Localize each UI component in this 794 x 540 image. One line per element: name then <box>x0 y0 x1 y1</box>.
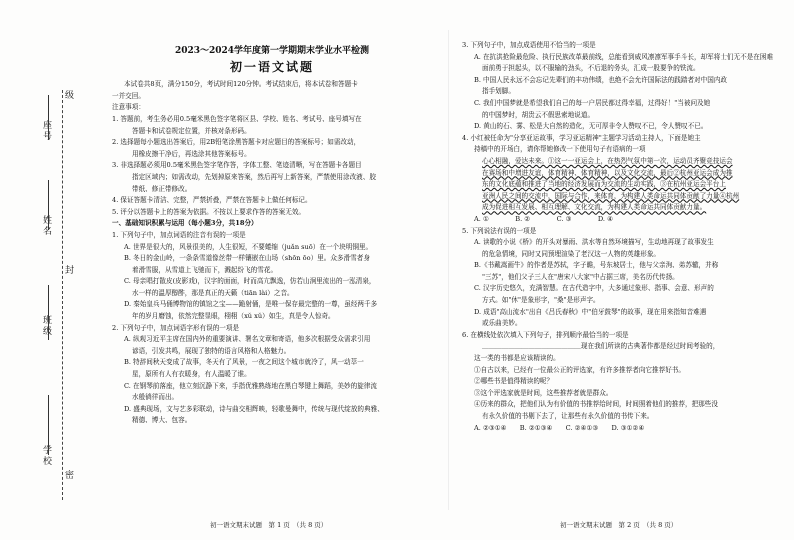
left-text-line: 1. 答题前，考生务必用0.5毫米黑色签字笔将区县、学校、姓名、考试号、座号填写在 <box>112 114 362 123</box>
left-text-line: 5. 评分以答题卡上的答案为依据。不按以上要求作答的答案无效。 <box>112 207 306 216</box>
left-text-line: 注意事项： <box>112 103 145 112</box>
right-text-line: 的中国梦时，胡贵云不假思索地说道。 <box>482 110 595 119</box>
right-text-line: D. 黄山的石、雾、松是大自然的造化，无可厚非令人赞叹不已，令人赞叹不已。 <box>474 122 708 131</box>
right-text-line: 5. 下列说法有误的一项是 <box>462 226 537 235</box>
right-text-line: 面前勇于担起头，以不服输的劲头，不后退的务头，汇成一股要争的铁流。 <box>482 64 700 73</box>
left-text-line: 4. 保证答题卡清洁、完整，严禁折叠，严禁在答题卡上做任何标记。 <box>112 196 312 205</box>
left-text-line: 本试卷共8页，满分150分，考试时间120分钟。考试结束后，将本试卷和答题卡 <box>124 80 358 89</box>
margin-label-seal: 封 <box>63 265 73 276</box>
left-text-line: D. 秦始皇兵马俑博物馆的镇馆之宝——跪射俑，是唯一保存最完整的一尊，虽经两千多 <box>124 300 378 309</box>
right-text-line: A. ① B. ② C. ③ D. ④ <box>474 214 614 223</box>
left-text-line: D. 盛典现场，文与艺多彩联动，诗与曲交相辉映，轻歌曼舞中，传统与现代绽放的典雅、 <box>124 404 384 413</box>
left-text-line: 着滑雪服，从雪道上飞驰而下，溅起纷飞的雪花。 <box>132 265 278 274</box>
right-text-line: 有永久价值的书剔下去了，让那些有永久价值的书传下来。 <box>482 412 654 420</box>
left-text-line: 用橡皮擦干净后，再选涂其他答案标号。 <box>132 149 251 158</box>
right-text-line: 在赛场和中增进友谊，体育精神、体育精神，以及文化交流，最后②杭州亚运会成为推 <box>482 168 733 177</box>
left-text-line: C. 母亲唱打散皮(皮影戏)，汉字的面面，时而高亢飘逸，仿若山涧里流出的一泓清泉， <box>124 277 376 286</box>
left-text-line: 星，原所有人有衣暖身，有人温暖了谁。 <box>132 370 251 379</box>
right-text-line: 的危急情境，同时又同预埋渲染了老汉这一人物的英雄形象。 <box>482 249 661 258</box>
page-2-footer: 初一语文期末试题 第 2 页 （共 8 页） <box>560 521 678 529</box>
right-text-line: 持稿中的开场白，请你帮她修改一下使用句子有语病的一项 <box>474 145 646 154</box>
right-text-line: C. 汉字历史悠久，充满智慧。在古代造字中，大多通过象形、指事、会意、形声的 <box>474 284 714 293</box>
left-text-line: 水般徜徉而出。 <box>132 393 179 402</box>
right-text-line: 亚洲人民之间的交流中，国际与合作，来体育，为构建人类命运共同体贡献了力量④杭州 <box>482 191 740 200</box>
page-1-text <box>112 79 432 427</box>
school-blank <box>48 395 49 455</box>
margin-label-name: 姓名 <box>41 215 51 237</box>
left-text-line: 3. 非选择题必须用0.5毫米黑色签字笔作答，字体工整、笔迹清晰，写在答题卡各题目 <box>112 161 362 170</box>
page-divider <box>448 30 449 510</box>
margin-label-grade: 级 <box>63 90 73 101</box>
right-text-line: A. 读歌的小说《桥》的开头对暴雨、洪水等自然环境描写，生动地再现了故事发生 <box>474 238 714 247</box>
seat-blank <box>48 95 49 140</box>
page-2-text <box>462 40 782 434</box>
right-text-line: A. 在抗洪抢险最危险、执行民族改革最前线，总能看到威风凛凛军事手斗长，却军将士们无不是在困难 <box>474 52 774 61</box>
right-text-line: ④历来的群众，把他们认为有价值的书推荐给时间，时间照着他们的推荐，把那些没 <box>474 400 718 409</box>
margin-label-school: 学校 <box>41 445 51 467</box>
margin-label-seat: 座号 <box>41 120 51 142</box>
left-text-line: 一并交回。 <box>112 91 145 100</box>
right-text-line: B.《书戴嵩画牛》的作者是苏轼，字子瞻，号东坡居士，他与父亲洵、弟苏辙，并称 <box>474 261 719 270</box>
name-blank <box>48 180 49 230</box>
left-text-line: 一、基础知识积累与运用（每小题3分，共18分） <box>112 219 258 228</box>
right-text-line: 或乐曲美妙。 <box>482 319 522 328</box>
right-text-line: 东的文化底蕴和推进了当地的经济发展而为交流的生动实践，③在杭州亚运会平台上 <box>482 180 726 189</box>
left-text-line: 2. 下列句子中，加点词语字形有误的一项是 <box>112 323 240 332</box>
right-text-line: 方式。如"休"是象形字，"桑"是形声字。 <box>482 296 600 305</box>
right-text-line: ③这个评选家就是时间，这些推荐者就是群众。 <box>474 388 613 397</box>
right-text-line: B. 中国人民永远不会忘记先辈们的丰功伟绩，也绝不会允许国际法的践踏者对中国内政 <box>474 75 728 84</box>
right-text-line: ＿＿＿＿＿＿＿＿＿＿＿＿＿＿＿现在我们所读的古典著作都是经过时间考验的， <box>482 342 720 351</box>
class-blank <box>48 285 49 340</box>
left-text-line: 2. 选择题每小题选出答案后，用2B铅笔涂黑答题卡对应题目的答案标号；如需改动， <box>112 138 361 147</box>
left-text-line: 谚语，引发共鸣，展现了独特的语言风格和人格魅力。 <box>132 346 291 355</box>
page-2-column <box>462 40 782 434</box>
right-text-line: 6. 在横线处依次填入下列句子，排列顺序最恰当的一项是 <box>462 330 629 339</box>
right-text-line: C. 我们中国梦就是希望我们自己的每一户居民都过得幸福，过得好！"当被问及她 <box>474 98 711 107</box>
right-text-line: "三苏"，他们父子三人在"唐宋八大家"中占据三席，美名历代传扬。 <box>482 272 679 281</box>
binding-margin <box>0 0 120 540</box>
left-text-line: 年的岁月磨蚀，依然完整显眼，栩栩（xǔ xǔ）如生，真是令人惊奇。 <box>132 312 335 321</box>
right-text-line: 心心相融，爱达未来。①这一一亚运会上，在热烈气氛中第一次，运动员齐聚竞技运会 <box>482 156 733 165</box>
right-text-line: 3. 下列句子中，加点成语使用不恰当的一项是 <box>462 41 596 49</box>
left-text-line: B. 特辞间秋天变成了故事，冬天有了风景，一夜之间这个城市就冷了，风一动萃一 <box>124 358 364 367</box>
right-text-line: D. 成语"高山流水"出自《吕氏春秋》中"伯牙鼓琴"的故事，现在用来指知音难遇 <box>474 307 707 316</box>
right-text-line: 4. 小红被任命为"分享亚运故事，学习亚运精神"主题学习活动主持人，下面是她主 <box>462 133 701 142</box>
exam-header: 2023～2024学年度第一学期期末学业水平检测 <box>174 46 370 56</box>
margin-label-class: 班级 <box>41 315 51 337</box>
left-text-line: 1. 下列句子中，加点词语的注音有误的一项是 <box>112 230 246 239</box>
right-text-line: 指手划脚。 <box>482 87 515 96</box>
left-text-line: 精德、博大、包容。 <box>132 416 192 425</box>
exam-title: 初一语文试题 <box>229 59 314 74</box>
left-text-line: 指定区域内；如需改动，先划掉原来答案，然后再写上新答案，严禁使用涂改液、胶 <box>132 172 376 181</box>
page-1-footer: 初一语文期末试题 第 1 页 （共 8 页） <box>210 521 328 529</box>
left-text-line: 带纸、修正带修改。 <box>132 184 192 193</box>
right-text-line: 这一类的书都是应该精读的。 <box>474 354 560 363</box>
left-text-line: 答题卡和试卷规定位置，并核对条形码。 <box>132 126 251 135</box>
right-text-line: A. ②③①④ B. ②①③④ C. ②④①③ D. ③①②④ <box>474 423 645 432</box>
right-text-line: 成为促进相互发展、相互理解、文化交流，为构建人类命运共同体贡献力量。 <box>482 203 707 212</box>
left-text-line: B. 冬日的金山岭，一条条雪道像丝带一样镶嵌在山场（shōn ōo）里。众多滑雪者身 <box>124 254 370 263</box>
left-text-line: A. 纵观习近平主席在国内外的重要演讲、署名文章和寄语，他多次根据受众需求引用 <box>124 335 371 344</box>
right-text-line: ①自古以来，已经有一位最公正的评选家，有许多推荐者向它推荐好书。 <box>474 365 685 374</box>
left-text-line: A. 世界是很大的，风景很美的，人生很短，不要蜷缩（juǎn suō）在一个块明铜里。 <box>124 242 373 251</box>
page-1-column <box>112 38 432 427</box>
margin-label-secret: 密 <box>63 470 73 481</box>
right-text-line: ②哪些书是值得精读的呢？ <box>474 377 554 386</box>
seal-line <box>62 90 63 500</box>
left-text-line: 水一样的温厚醇酢，那是真正的天籁（tiān lài）之音。 <box>132 288 294 297</box>
left-text-line: C. 在钢琴前落座，他立刻沉静下来，手指优雅熟练地在黑白琴键上舞蹈，美妙的旋律流 <box>124 381 377 390</box>
